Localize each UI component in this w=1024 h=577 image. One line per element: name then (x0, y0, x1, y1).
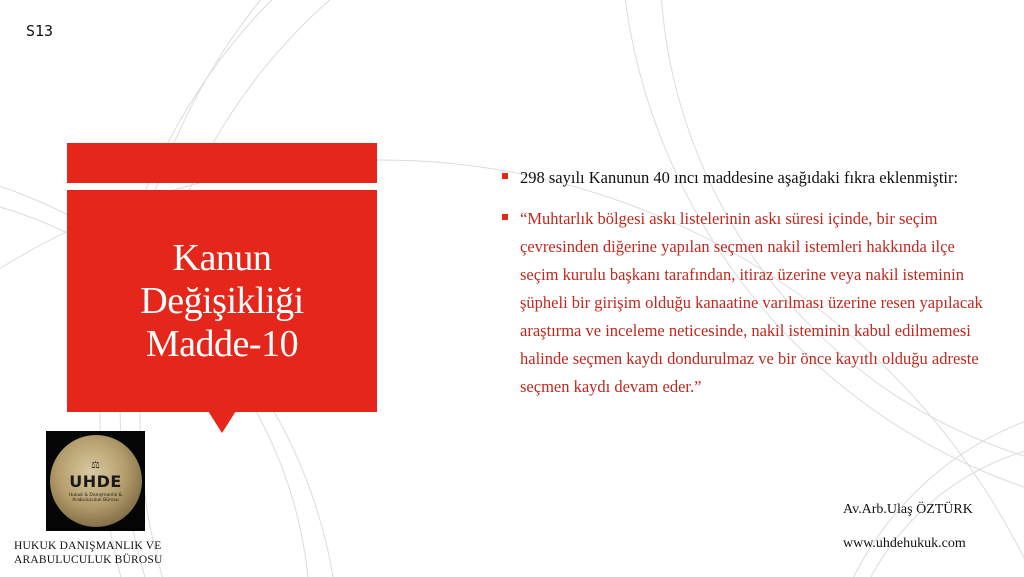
bullet-square-icon (502, 173, 508, 179)
logo-wordmark: UHDE (69, 471, 122, 491)
scales-of-justice-icon: ⚖ (91, 459, 100, 471)
company-logo (46, 431, 145, 531)
org-name-line: HUKUK DANIŞMANLIK VE (14, 540, 162, 552)
bullet-item-quote (502, 205, 992, 401)
website-link[interactable]: www.uhdehukuk.com (843, 536, 966, 551)
title-line: Kanun (172, 236, 272, 279)
slide-content (502, 164, 992, 414)
bullet-item (502, 164, 992, 192)
title-line: Değişikliği (140, 279, 304, 322)
slide-title (140, 237, 303, 366)
org-name-line: ARABULUCULUK BÜROSU (14, 554, 163, 566)
bullet-text: “Muhtarlık bölgesi askı listelerinin askı süresi içinde, bir seçim çevresinden diğerine yapılan seçmen nakil istemleri hakkında ilçe seçim kurulu başkanı tarafından, itiraz üzerine veya nakil isteminin şüpheli bir girişim olduğu kanaatine varılması üzerine resen yapılacak araştırma ve inceleme neticesinde, nakil isteminin kabul edilmemesi halinde seçmen kaydı dondurulmaz ve bir önce kayıtlı olduğu adreste seçmen kaydı devam eder.” (520, 209, 983, 396)
logo-coin (50, 435, 142, 527)
logo-subtitle: Hukuk & Danışmanlık & Arabuluculuk Bürosu (68, 492, 123, 503)
bullet-text: 298 sayılı Kanunun 40 ıncı maddesine aşağıdaki fıkra eklenmiştir: (520, 168, 959, 187)
organization-name (14, 539, 184, 567)
author-name: Av.Arb.Ulaş ÖZTÜRK (843, 502, 973, 517)
callout-pointer (208, 411, 236, 433)
slide-number: S13 (26, 22, 54, 40)
bullet-square-icon (502, 214, 508, 220)
title-callout-box (67, 190, 377, 412)
title-accent-strip (67, 143, 377, 183)
title-line: Madde-10 (145, 322, 299, 365)
